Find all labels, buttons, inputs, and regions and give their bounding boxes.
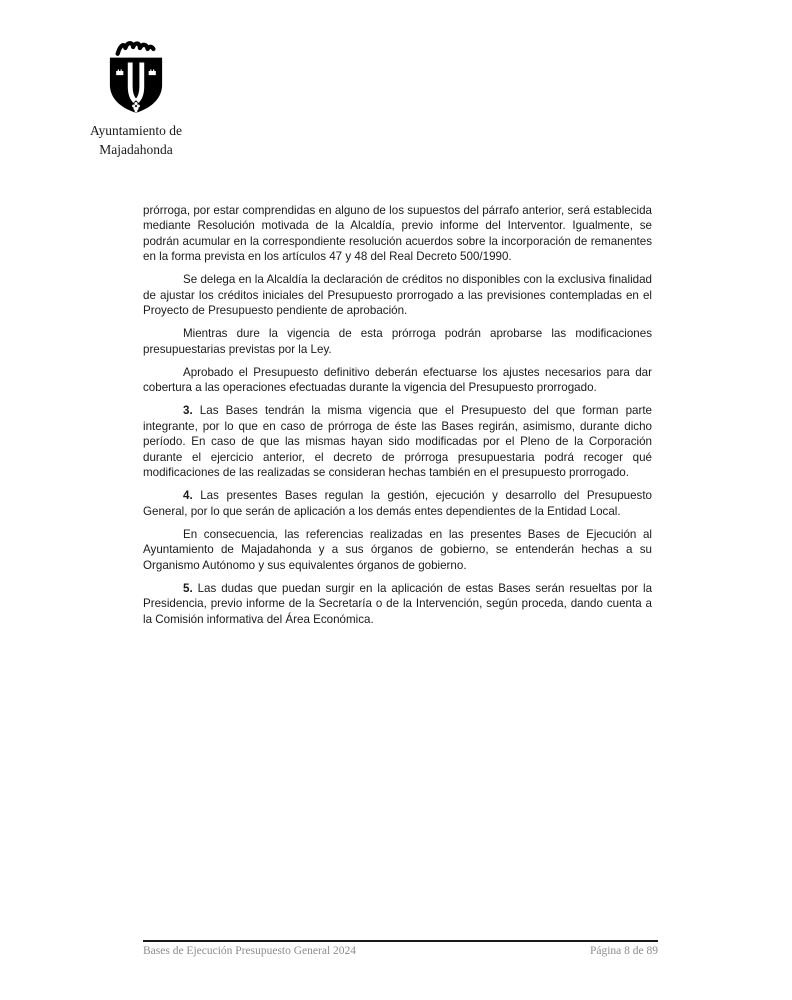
document-body: [143, 203, 652, 635]
paragraph: 4. Las presentes Bases regulan la gestión, ejecución y desarrollo del Presupuesto General, por lo que serán de aplicación a los demás entes dependientes de la Entidad Local.: [143, 489, 653, 518]
paragraph-number: 5.: [183, 581, 198, 595]
paragraph: prórroga, por estar comprendidas en alguno de los supuestos del párrafo anterior, será establecida mediante Resolución motivada de la Alcaldía, previo informe del Interventor. Igualmente, se podrán acumular en la correspondiente resolución acuerdos sobre la incorporación de remanentes en la forma prevista en los artículos 47 y 48 del Real Decreto 500/1990.: [143, 204, 652, 264]
paragraph: Se delega en la Alcaldía la declaración de créditos no disponibles con la exclusiva finalidad de ajustar los créditos iniciales del Presupuesto prorrogado a las previsiones contempladas en el Proyecto de Presupuesto pendiente de aprobación.: [143, 273, 652, 318]
organization-name-line1: Ayuntamiento de: [89, 123, 183, 138]
paragraph: Aprobado el Presupuesto definitivo deberán efectuarse los ajustes necesarios para dar cobertura a las operaciones efectuadas durante la vigencia del Presupuesto prorrogado.: [143, 365, 652, 395]
paragraph-number: 4.: [183, 489, 201, 503]
document-footer: [143, 940, 658, 958]
paragraph: En consecuencia, las referencias realizadas en las presentes Bases de Ejecución al Ayuntamiento de Majadahonda y a sus órganos de gobierno, se entenderán hechas a su Organismo Autónomo y sus equivalentes órganos de gobierno.: [143, 527, 652, 572]
document-header: [85, 38, 187, 158]
paragraph: 5. Las dudas que puedan surgir en la aplicación de estas Bases serán resueltas por la Presidencia, previo informe de la Secretaría o de la Intervención, según proceda, dando cuenta a la Comisión informativa del Área Económica.: [143, 581, 653, 626]
paragraph: 3. Las Bases tendrán la misma vigencia que el Presupuesto del que forman parte integrante, por lo que en caso de prórroga de éste las Bases regirán, asimismo, durante dicho período. En caso de que las mismas hayan sido modificadas por el Pleno de la Corporación durante el ejercicio anterior, el decreto de prórroga presupuestaria podrá recoger qué modificaciones de las realizadas se consideran hechas también en el presupuesto prorrogado.: [143, 404, 653, 480]
majadahonda-coat-of-arms-icon: [107, 38, 165, 116]
paragraph-number: 3.: [183, 404, 200, 418]
organization-name-line2: Majadahonda: [99, 141, 173, 157]
footer-page-number: Página 8 de 89: [589, 945, 658, 957]
paragraph: Mientras dure la vigencia de esta prórroga podrán aprobarse las modificaciones presupuestarias previstas por la Ley.: [143, 327, 652, 356]
footer-document-title: Bases de Ejecución Presupuesto General 2024: [143, 945, 357, 957]
